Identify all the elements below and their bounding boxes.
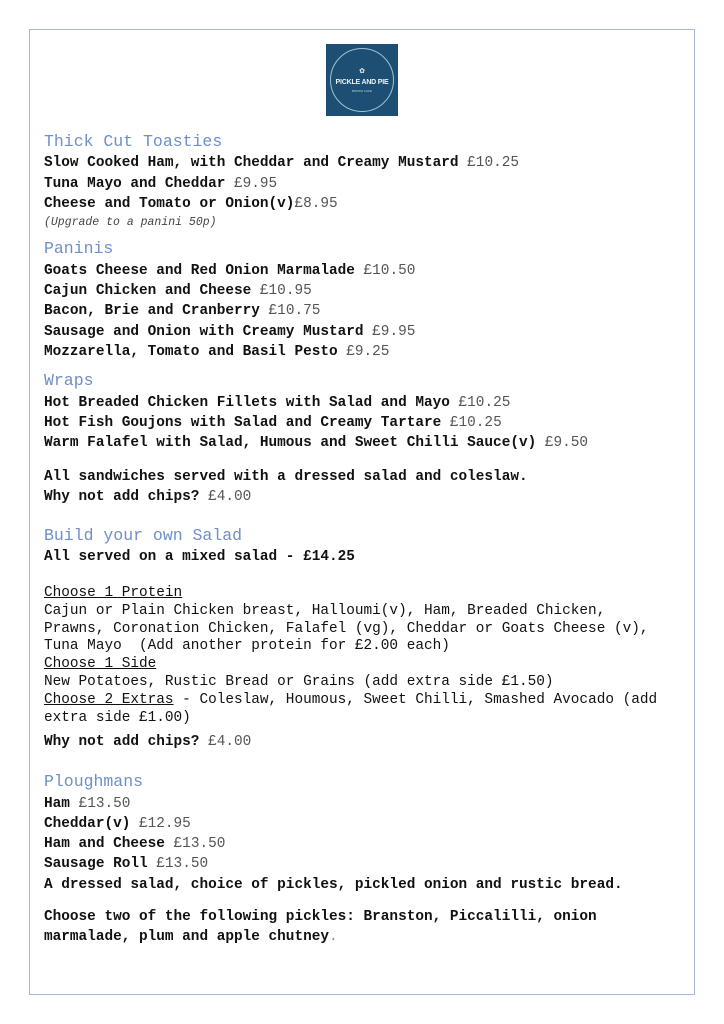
protein-label: Choose 1 Protein	[44, 585, 183, 601]
section-title-paninis: Paninis	[44, 239, 114, 258]
menu-item: Warm Falafel with Salad, Humous and Sweet Chilli Sauce(v) £9.50	[44, 435, 589, 451]
logo: ✿ PICKLE AND PIE BISTRO CAFE	[326, 44, 398, 116]
sandwich-note: All sandwiches served with a dressed salad and coleslaw.	[44, 469, 528, 485]
menu-item: Sausage and Onion with Creamy Mustard £9.95	[44, 324, 416, 340]
menu-item: Goats Cheese and Red Onion Marmalade £10.50	[44, 263, 416, 279]
salad-chips-note: Why not add chips? £4.00	[44, 734, 252, 750]
menu-item: Hot Fish Goujons with Salad and Creamy Tartare £10.25	[44, 415, 502, 431]
side-line: New Potatoes, Rustic Bread or Grains (add extra side £1.50)	[44, 674, 554, 690]
section-title-toasties: Thick Cut Toasties	[44, 132, 223, 151]
menu-item: Cheddar(v) £12.95	[44, 816, 191, 832]
upgrade-note: (Upgrade to a panini 50p)	[44, 216, 217, 229]
ploughmans-desc: A dressed salad, choice of pickles, pickled onion and rustic bread.	[44, 877, 623, 893]
protein-line: Prawns, Coronation Chicken, Falafel (vg), Cheddar or Goats Cheese (v),	[44, 621, 649, 637]
menu-item: Cheese and Tomato or Onion(v)£8.95	[44, 196, 338, 212]
protein-line: Cajun or Plain Chicken breast, Halloumi(v), Ham, Breaded Chicken,	[44, 603, 606, 619]
section-title-ploughmans: Ploughmans	[44, 772, 144, 791]
chips-note: Why not add chips? £4.00	[44, 489, 252, 505]
section-title-salad: Build your own Salad	[44, 526, 243, 545]
menu-item: Mozzarella, Tomato and Basil Pesto £9.25	[44, 344, 390, 360]
menu-item: Ham and Cheese £13.50	[44, 836, 226, 852]
menu-item: Tuna Mayo and Cheddar £9.95	[44, 176, 278, 192]
side-label: Choose 1 Side	[44, 656, 157, 672]
section-title-wraps: Wraps	[44, 371, 94, 390]
salad-intro: All served on a mixed salad - £14.25	[44, 549, 355, 565]
menu-item: Bacon, Brie and Cranberry £10.75	[44, 303, 321, 319]
menu-item: Sausage Roll £13.50	[44, 856, 209, 872]
logo-icon: ✿	[359, 68, 365, 75]
menu-item: Slow Cooked Ham, with Cheddar and Creamy Mustard £10.25	[44, 155, 519, 171]
protein-line: Tuna Mayo (Add another protein for £2.00 each)	[44, 638, 450, 654]
menu-item: Cajun Chicken and Cheese £10.95	[44, 283, 312, 299]
extras-line-2: extra side £1.00)	[44, 710, 191, 726]
menu-item: Ham £13.50	[44, 796, 131, 812]
pickles-line: Choose two of the following pickles: Branston, Piccalilli, onion	[44, 909, 597, 925]
extras-line: Choose 2 Extras - Coleslaw, Houmous, Sweet Chilli, Smashed Avocado (add	[44, 692, 658, 708]
pickles-line-2: marmalade, plum and apple chutney.	[44, 929, 338, 945]
menu-item: Hot Breaded Chicken Fillets with Salad and Mayo £10.25	[44, 395, 511, 411]
